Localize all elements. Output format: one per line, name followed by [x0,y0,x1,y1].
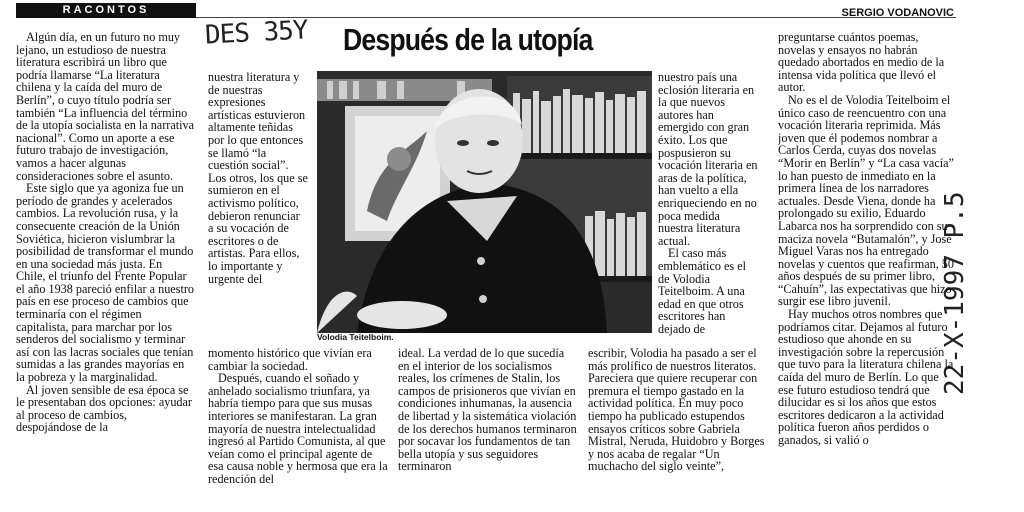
article-column-2-lower: momento histórico que vivían era cambiar la sociedad. Después, cuando el soñado y anhelado socialismo triunfara, ya habría tiempo para que sus musas interiores se manifestaran. La gran mayoría de nuestra intelectualidad ingresó al Partido Comunista, al que veían como el principal agente de esa causa noble y hermosa que era la redención del [208,347,388,486]
photo-caption: Volodia Teitelboim. [317,332,394,342]
byline: SERGIO VODANOVIC [841,7,954,19]
article-photo [317,71,652,333]
article-column-2-upper: nuestra literatura y de nuestras expresiones artísticas estuvieron altamente teñidas por lo que entonces se llamó “la cuestión social”. Los otros, los que se sumieron en el activismo político, debieron renunciar a su vocación de escritores o de artistas. Para ellos, lo importante y urgente del [208,71,308,286]
article-column-1: Algún día, en un futuro no muy lejano, un estudioso de nuestra literatura escribirá un libro que podría llamarse “La literatura chilena y la caída del muro de Berlín”, o cuyo título podría ser también “La influencia del término de la utopía socialista en la narrativa nacional”. Como un aporte a ese futuro trabajo de investigación, vamos a hacer algunas consideraciones sobre el asunto. Este siglo que ya agoniza fue un período de grandes y acelerados cambios. La revolución rusa, y la consecuente creación de la Unión Soviética, hicieron vislumbrar la posibilidad de transformar el mundo en una sociedad más justa. En Chile, el triunfo del Frente Popular el año 1938 pareció enfilar a nuestro país en ese proceso de cambios que terminaría con el régimen capitalista, para marchar por los senderos del socialismo y terminar así con las lacras sociales que tenían sumidas a las grandes mayorías en la pobreza y la marginalidad. Al joven sensible de esa época se le presentaban dos opciones: ayudar al proceso de cambios, despojándose de la [16,31,194,435]
portrait-illustration [317,71,652,333]
handwritten-reference-mark: DES 35Y [204,15,309,51]
handwritten-date-mark: 22-X-1997 P.5 [940,191,970,395]
section-label: RACONTOS [16,3,196,18]
article-column-5: preguntarse cuántos poemas, novelas y ensayos no habrán quedado abortados en medio de la intensa vida política que llevó el autor. No es el de Volodia Teitelboim el único caso de reencuentro con una vocación literaria reprimida. Más joven que él podemos nombrar a Carlos Cerda, cuyas dos novelas “Morir en Berlín” y “La casa vacía” lo han puesto de inmediato en la primera línea de los narradores actuales. Desde Viena, donde ha prolongado su exilio, Eduardo Labarca nos ha sorprendido con su maciza novela “Butamalón”, y José Miguel Varas nos ha entregado novelas y cuentos que reafirman, 50 años después de su primer libro, “Cahuín”, las expectativas que hizo surgir ese libro juvenil. Hay muchos otros nombres que podríamos citar. Dejamos al futuro estudioso que ahonde en su investigación sobre la repercusión que tuvo para la literatura chilena la caída del muro de Berlín. Lo que ese futuro estudioso tendrá que dilucidar es si los años que estos escritores dedicaron a la actividad política fueron años perdidos o ganados, si valió o [778,31,954,447]
article-column-4-lower: escribir, Volodia ha pasado a ser el más prolífico de nuestros literatos. Pareciera que quiere recuperar con premura el tiempo gastado en la actividad política. En muy poco tiempo ha publicado estupendos ensayos críticos sobre Gabriela Mistral, Neruda, Huidobro y Borges y nos acaba de regalar “Un muchacho del siglo veinte”, [588,347,765,474]
headline: Después de la utopía [343,22,593,57]
article-column-4-upper: nuestro país una eclosión literaria en la que nuevos autores han emergido con gran éxito. Los que pospusieron su vocación literaria en aras de la política, han vuelto a ella enriqueciendo en no poca medida nuestra literatura actual. El caso más emblemático es el de Volodia Teitelboim. A una edad en que otros escritores han dejado de [658,71,758,336]
article-column-3-lower: ideal. La verdad de lo que sucedía en el interior de los socialismos reales, los crímenes de Stalin, los campos de prisioneros que vivían en condiciones inhumanas, la ausencia de libertad y la sistemática violación de los derechos humanos terminaron por socavar los fundamentos de tan bella utopía y sus seguidores terminaron [398,347,577,474]
